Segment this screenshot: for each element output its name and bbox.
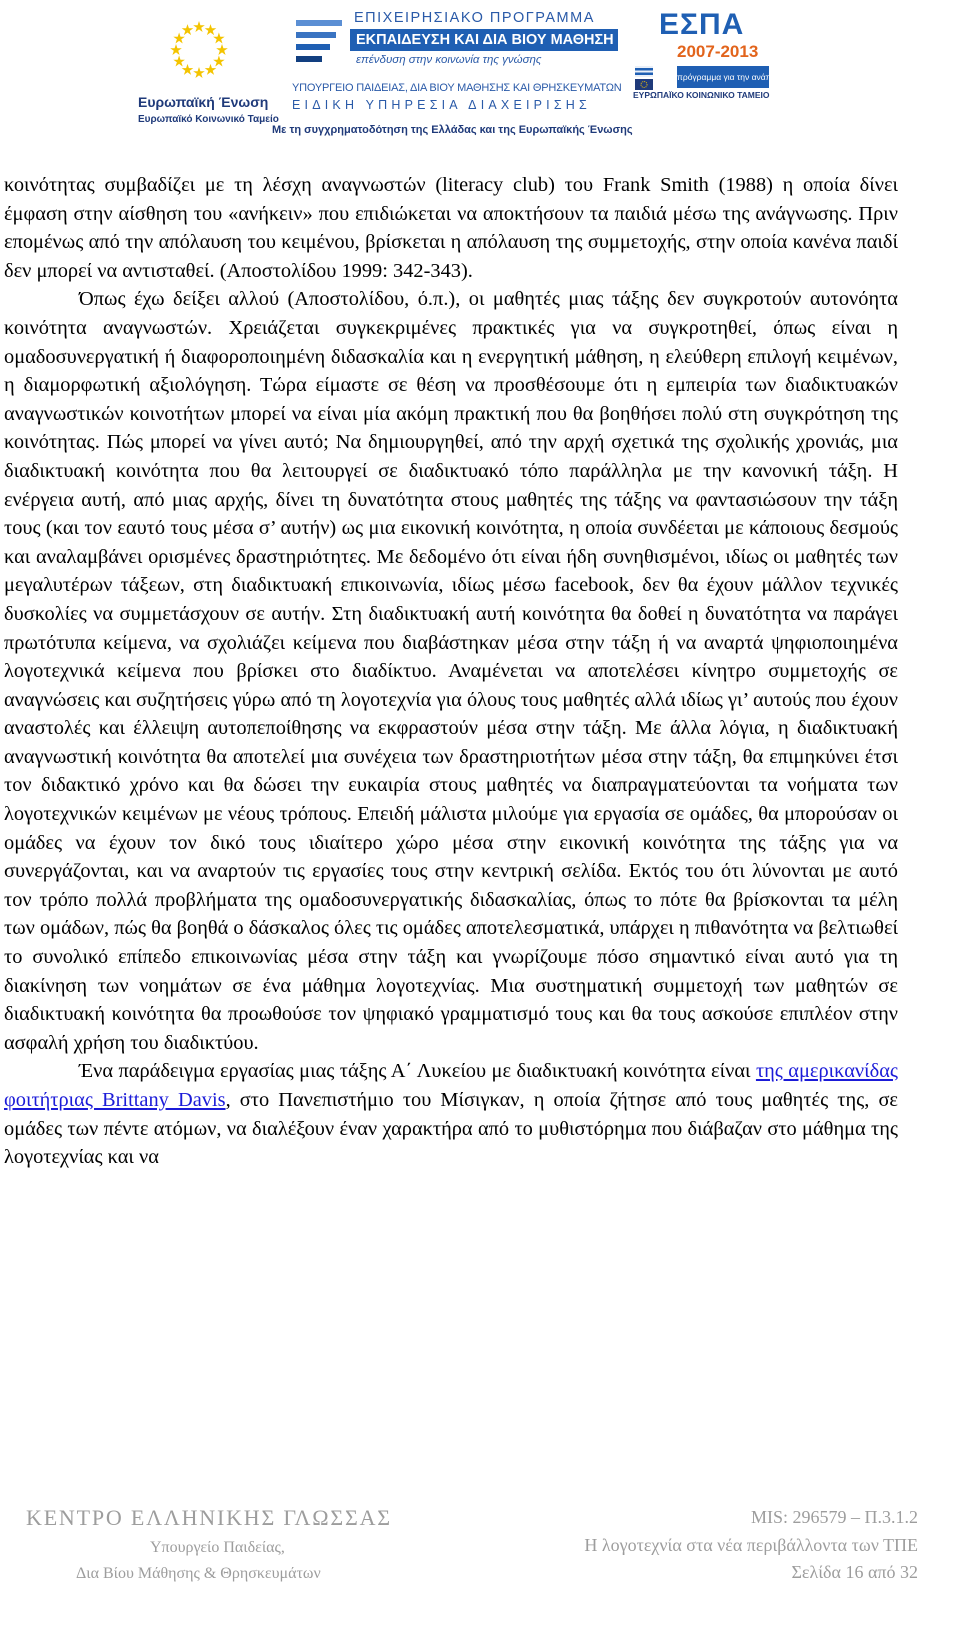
eu-flag-icon [166, 16, 232, 82]
paragraph-2: Όπως έχω δείξει αλλού (Αποστολίδου, ό.π.), οι μαθητές μιας τάξης δεν συγκροτούν αυτονόητα κοινότητα αναγνωστών. Χρειάζεται συγκεκριμένες πρακτικές για να συγκροτηθεί, όπως είναι η ομαδοσυνεργατική ή διαφοροποιημένη διδασκαλία και η ενεργητική μάθηση, η ελεύθερη επιλογή κειμένων, η διαμορφωτική αξιολόγηση. Τώρα είμαστε σε θέση να προσθέσουμε ότι η εμπειρία των διαδικτυακών αναγνωστικών κοινοτήτων μπορεί να είναι μία ακόμη πρακτική που θα βοηθήσει πολύ στη συγκρότηση της κοινότητας. Πώς μπορεί να γίνει αυτό; Να δημιουργηθεί, από την αρχή σχετικά της σχολικής χρονιάς, μια διαδικτυακή κοινότητα που θα λειτουργεί σε διαδικτυακό τόπο παράλληλα με την κανονική τάξη. Η ενέργεια αυτή, από μιας αρχής, δίνει τη δυνατότητα στους μαθητές της τάξης να φαντασιώσουν την τάξη τους (και τον εαυτό τους μέσα σ’ αυτήν) ως μια εικονική κοινότητα, η οποία συνδέεται με κάποιους δεσμούς και αναλαμβάνει ορισμένες δραστηριότητες. Με δεδομένο ότι είναι ήδη συνηθισμένοι, ιδίως οι μαθητές των μεγαλυτέρων τάξεων, στη διαδικτυακή επικοινωνία, ιδίως μέσω facebook, δεν θα έχουν μάλλον τεχνικές δυσκολίες να συμμετάσχουν σε αυτήν. Στη διαδικτυακή αυτή κοινότητα θα δοθεί η δυνατότητα να παράγει πρωτότυπα κείμενα, να σχολιάζει κείμενα που διαβάστηκαν μέσα στην τάξη ή να αναρτά ψηφιοποιημένα λογοτεχνικά κείμενα που βρίσκει στο διαδίκτυο. Αναμένεται να αποτελέσει κίνητρο συμμετοχής σε αναγνώσεις και συζητήσεις γύρω από τη λογοτεχνία για όλους τους μαθητές αλλά ιδίως γι’ αυτούς που έχουν αναστολές και έλλειψη αυτοπεποίθησης να εκφραστούν μέσα στην τάξη. Με άλλα λόγια, η διαδικτυακή αναγνωστική κοινότητα θα αποτελεί μια συνέχεια των δραστηριοτήτων μέσα στην τάξη, θα επιμηκύνει έτσι τον διδακτικό χρόνο και θα δώσει την ευκαιρία στους μαθητές να διαπραγματεύονται τα νοήματα των λογοτεχνικών κειμένων με νέους τρόπους. Επειδή μάλιστα μιλούμε για εργασία σε ομάδες, θα μπορούσαν οι ομάδες να έχουν τον δικό τους ιδιαίτερο χώρο μέσα στην εικονική κοινότητα της τάξης για να συνεργάζονται, και να αναρτούν τις εργασίες τους στην κεντρική σελίδα. Εκτός του ότι λύνονται με αυτό τον τρόπο πολλά προβλήματα της ομαδοσυνεργατικής διδασκαλίας, όπως το πότε θα βρίσκονται τα μέλη των ομάδων, πώς θα βοηθά ο δάσκαλος όλες τις ομάδες αποτελεσματικά, υπάρχει η πιθανότητα να βελτιωθεί το συνολικό επίπεδο επικοινωνίας μέσα στην τάξη και γνωρίζουμε πόσο σημαντικό είναι αυτό για τη διακίνηση των νοημάτων σε ένα μάθημα λογοτεχνίας. Μια συστηματική συμμετοχή των μαθητών σε διαδικτυακή κοινότητα θα προωθούσε τον ψηφιακό γραμματισμό τους και θα τους ασκούσε επιπλέον στην ασφαλή χρήση του διαδικτύου. [4, 288, 898, 1054]
footer-ministry-line2: Δια Βίου Μάθησης & Θρησκευμάτων [76, 1565, 321, 1582]
program-motto: επένδυση στην κοινωνία της γνώσης [356, 54, 542, 66]
program-mark-icon [292, 12, 348, 70]
paragraph-3-end: , στο Πανεπιστήμιο του Μίσιγκαν, η οποία ζήτησε από τους μαθητές της, σε ομάδες των πέντε ατόμων, να διαλέξουν έναν χαρακτήρα από το μυθιστόρημα που διάβαζαν στο μάθημα της λογοτεχνίας και να [4, 1089, 898, 1169]
program-logo [272, 10, 633, 136]
footer-ministry-line1: Υπουργείο Παιδείας, [150, 1539, 285, 1556]
page-footer [0, 1505, 960, 1642]
paragraph-1: κοινότητας συμβαδίζει με τη λέσχη αναγνωστών (literacy club) του Frank Smith (1988) η οποία δίνει έμφαση στην αίσθηση του «ανήκειν» που επιδιώκεται να αποκτήσουν τα παιδιά μέσω της ανάγνωσης. Πριν επομένως από την απόλαυση του κειμένου, βρίσκεται η απόλαυση της συμμετοχής, στην οποία κανένα παιδί δεν μπορεί να αντισταθεί. (Αποστολίδου 1999: 342-343). [4, 174, 898, 282]
ministry-name: ΥΠΟΥΡΓΕΙΟ ΠΑΙΔΕΙΑΣ, ΔΙΑ ΒΙΟΥ ΜΑΘΗΣΗΣ ΚΑΙ ΘΡΗΣΚΕΥΜΑΤΩΝ [292, 82, 622, 94]
flags-icon [635, 66, 675, 90]
main-text [4, 171, 898, 1172]
footer-organization: ΚΕΝΤΡΟ ΕΛΛΗΝΙΚΗΣ ΓΛΩΣΣΑΣ [26, 1505, 392, 1530]
eu-logo-name: Ευρωπαϊκή Ένωση [138, 94, 269, 110]
paragraph-3-start: Ένα παράδειγμα εργασίας μιας τάξης Α΄ Λυκείου με διαδικτυακή κοινότητα είναι [79, 1060, 756, 1083]
page-header [0, 0, 960, 140]
footer-mis-code: MIS: 296579 – Π.3.1.2 [750, 1507, 918, 1527]
footer-document-title: Η λογοτεχνία στα νέα περιβάλλοντα των ΤΠΕ [584, 1535, 918, 1555]
eu-logo-subtitle: Ευρωπαϊκό Κοινωνικό Ταμείο [138, 114, 279, 125]
program-title: ΕΠΙΧΕΙΡΗΣΙΑΚΟ ΠΡΟΓΡΑΜΜΑ [354, 10, 595, 26]
espa-fund: ΕΥΡΩΠΑΪΚΟ ΚΟΙΝΩΝΙΚΟ ΤΑΜΕΙΟ [633, 90, 770, 100]
espa-tagline: πρόγραμμα για την ανάπτυξη [677, 66, 769, 88]
eu-logo [138, 6, 279, 130]
espa-name: ΕΣΠΑ [659, 8, 745, 41]
brittany-davis-link[interactable]: της αμερικανίδας φοιτήτριας Brittany Davis [4, 1060, 898, 1111]
footer-page-number: Σελίδα 16 από 32 [791, 1562, 918, 1582]
espa-logo [633, 8, 789, 104]
paragraph-3 [4, 1057, 898, 1171]
program-name: ΕΚΠΑΙΔΕΥΣΗ ΚΑΙ ΔΙΑ ΒΙΟΥ ΜΑΘΗΣΗ [350, 29, 618, 51]
espa-years: 2007-2013 [677, 42, 759, 61]
cofunding-note: Με τη συγχρηματοδότηση της Ελλάδας και της Ευρωπαϊκής Ένωσης [272, 124, 633, 136]
managing-authority: ΕΙΔΙΚΗ ΥΠΗΡΕΣΙΑ ΔΙΑΧΕΙΡΙΣΗΣ [292, 98, 591, 112]
